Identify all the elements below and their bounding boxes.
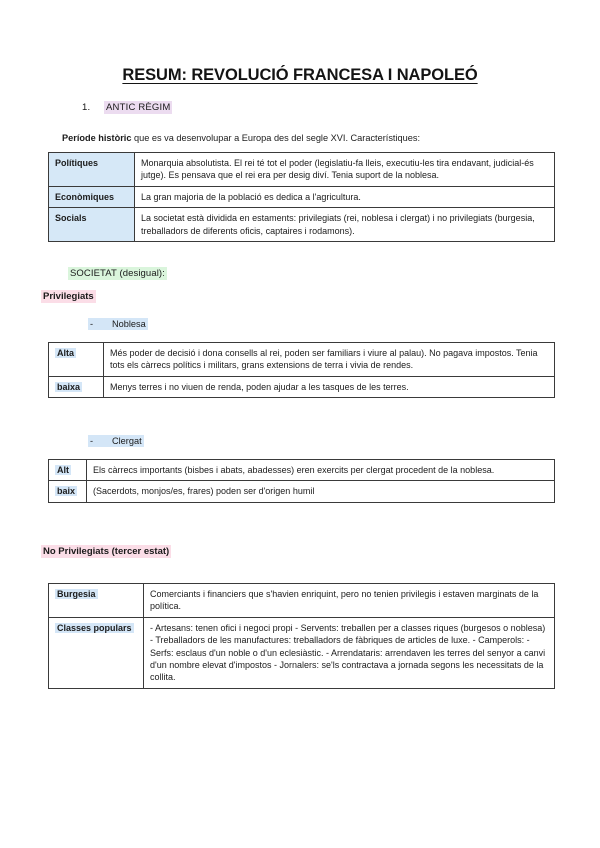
no-privilegiats-heading: [41, 546, 171, 557]
row-key-clergat-baix: [49, 481, 87, 502]
noblesa-bullet: [88, 319, 148, 329]
section-title: ANTIC RÈGIM: [106, 102, 171, 114]
row-key-classes-populars-text: Classes populars: [57, 622, 132, 633]
no-privilegiats-label: No Privilegiats (tercer estat): [43, 546, 170, 557]
privilegiats-heading: [41, 291, 96, 302]
table-clergat: [48, 459, 555, 503]
section-number: 1.: [82, 102, 91, 114]
page-title: RESUM: REVOLUCIÓ FRANCESA I NAPOLEÓ: [122, 66, 478, 84]
row-key-noblesa-baixa-text: baixa: [57, 381, 81, 392]
row-key-clergat-baix-text: baix: [57, 486, 76, 497]
intro-lead-text: Període històric: [62, 133, 132, 144]
table-row: [49, 584, 555, 618]
table-row: [49, 376, 555, 397]
bullet-dash-icon: -: [90, 436, 94, 446]
table-row: [49, 343, 555, 377]
societat-heading: [68, 268, 167, 279]
table-row: [49, 153, 555, 187]
table-caracteristiques: [48, 152, 555, 242]
row-key-noblesa-baixa: [49, 376, 104, 397]
table-row: [49, 617, 555, 688]
row-value-economiques: La gran majoria de la població es dedica a l'agricultura.: [135, 186, 555, 207]
row-key-burgesia: [49, 584, 144, 618]
row-value-clergat-alt: Els càrrecs importants (bisbes i abats, abadesses) eren exercits per clergat procedent de la noblesa.: [87, 460, 555, 481]
row-value-clergat-baix: (Sacerdots, monjos/es, frares) poden ser d'origen humil: [87, 481, 555, 502]
societat-label: SOCIETAT (desigual):: [70, 268, 165, 279]
clergat-bullet-inner: [88, 435, 144, 447]
row-value-noblesa-baixa: Menys terres i no viuen de renda, poden ajudar a les tasques de les terres.: [104, 376, 555, 397]
clergat-bullet: [88, 436, 144, 446]
intro-rest-text: que es va desenvolupar a Europa des del segle XVI. Característiques:: [131, 133, 420, 144]
row-key-burgesia-text: Burgesia: [57, 589, 96, 599]
table-noblesa: [48, 342, 555, 398]
row-value-politiques: Monarquia absolutista. El rei té tot el poder (legislatiu-fa lleis, executiu-les tira endavant, judicial-és jutge). Es pensava que el rei era per desig diví. Tenia suport de la noblesa.: [135, 153, 555, 187]
row-key-socials: Socials: [49, 208, 135, 242]
row-key-economiques: Econòmiques: [49, 186, 135, 207]
clergat-bullet-label: Clergat: [112, 436, 142, 446]
row-key-noblesa-alta: [49, 343, 104, 377]
row-key-noblesa-alta-text: Alta: [57, 348, 75, 358]
bullet-dash-icon: -: [90, 319, 94, 329]
section-heading: [0, 102, 600, 114]
table-row: [49, 208, 555, 242]
table-row: [49, 186, 555, 207]
table-row: [49, 460, 555, 481]
row-value-classes-populars: - Artesans: tenen ofici i negoci propi - Servents: treballen per a classes riques (burgesos o noblesa) - Treballadors de les manufactures: treballadors de fàbriques de articles de luxe. - Camperols: - Serfs: esclaus d'un noble o d'un eclesiàstic. - Arrendataris: arrendaven les terres del senyor a canvi d'un nombre elevat d'impostos - Jornalers: se'ls contractava a jornada segons les necessitats de la collita.: [144, 617, 555, 688]
row-key-clergat-alt-text: Alt: [57, 465, 69, 475]
row-key-clergat-alt: [49, 460, 87, 481]
table-row: [49, 481, 555, 502]
row-value-socials: La societat està dividida en estaments: privilegiats (rei, noblesa i clergat) i no privilegiats (burgesia, treballadors de diferents oficis, captaires i rodamons).: [135, 208, 555, 242]
privilegiats-label: Privilegiats: [43, 291, 94, 302]
table-no-privilegiats: [48, 583, 555, 689]
row-key-classes-populars: [49, 617, 144, 688]
noblesa-bullet-label: Noblesa: [112, 319, 146, 329]
row-value-noblesa-alta: Més poder de decisió i dona consells al rei, poden ser familiars i viure al palau). No pagava impostos. Tenia tots els càrrecs polítics i militars, grans extensions de terra i vivia de rendes.: [104, 343, 555, 377]
intro-paragraph: [0, 114, 600, 144]
noblesa-bullet-inner: [88, 318, 148, 330]
row-value-burgesia: Comerciants i financiers que s'havien enriquint, pero no tenien privilegis i estaven marginats de la política.: [144, 584, 555, 618]
row-key-politiques: Polítiques: [49, 153, 135, 187]
